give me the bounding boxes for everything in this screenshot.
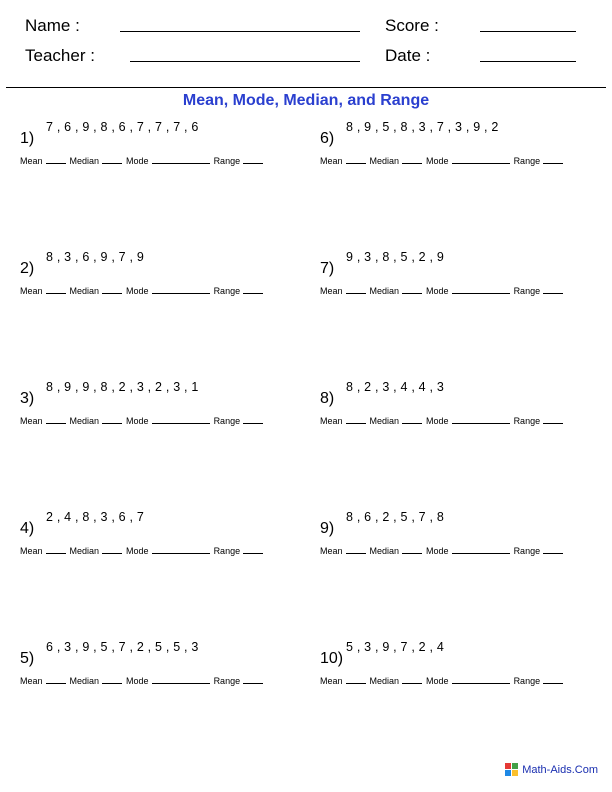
problem-data-set: 8 , 9 , 5 , 8 , 3 , 7 , 3 , 9 , 2 (346, 120, 499, 134)
mean-label: Mean (20, 286, 43, 296)
mean-answer-blank[interactable] (46, 545, 66, 554)
mode-label: Mode (426, 416, 449, 426)
mode-answer-blank[interactable] (452, 675, 510, 684)
range-label: Range (213, 416, 241, 426)
footer-brand (505, 763, 598, 776)
median-answer-blank[interactable] (102, 675, 122, 684)
answer-row (20, 155, 312, 166)
problem-data-set: 2 , 4 , 8 , 3 , 6 , 7 (46, 510, 145, 524)
brand-text: Math-Aids.Com (522, 763, 598, 776)
median-label: Median (69, 156, 100, 166)
answer-row (20, 545, 312, 556)
mode-answer-blank[interactable] (452, 155, 510, 164)
median-label: Median (69, 546, 100, 556)
mode-label: Mode (426, 156, 449, 166)
mode-label: Mode (126, 546, 149, 556)
problem-number: 3) (20, 390, 35, 407)
median-answer-blank[interactable] (402, 285, 422, 294)
problem-data-set: 6 , 3 , 9 , 5 , 7 , 2 , 5 , 5 , 3 (46, 640, 199, 654)
date-label: Date : (385, 46, 431, 65)
range-label: Range (513, 546, 541, 556)
score-field[interactable] (480, 31, 576, 32)
range-answer-blank[interactable] (243, 545, 263, 554)
range-answer-blank[interactable] (243, 285, 263, 294)
problem-item (320, 380, 612, 440)
mean-answer-blank[interactable] (346, 675, 366, 684)
score-label: Score : (385, 16, 439, 35)
mean-label: Mean (320, 286, 343, 296)
mode-label: Mode (126, 416, 149, 426)
range-label: Range (213, 156, 241, 166)
mode-label: Mode (126, 156, 149, 166)
math-aids-logo-icon (505, 763, 518, 776)
median-answer-blank[interactable] (102, 545, 122, 554)
problem-item (20, 120, 312, 180)
mean-answer-blank[interactable] (46, 285, 66, 294)
range-label: Range (513, 286, 541, 296)
problem-item (20, 640, 312, 700)
range-answer-blank[interactable] (243, 415, 263, 424)
mode-answer-blank[interactable] (152, 675, 210, 684)
name-label: Name : (25, 16, 80, 35)
mean-label: Mean (320, 156, 343, 166)
range-label: Range (513, 676, 541, 686)
header-divider (6, 87, 606, 88)
problem-item (20, 380, 312, 440)
range-answer-blank[interactable] (543, 545, 563, 554)
problem-data-set: 8 , 9 , 9 , 8 , 2 , 3 , 2 , 3 , 1 (46, 380, 199, 394)
mean-label: Mean (320, 676, 343, 686)
teacher-label: Teacher : (25, 46, 95, 65)
range-label: Range (213, 286, 241, 296)
answer-row (320, 675, 612, 686)
problem-number: 5) (20, 650, 35, 667)
problem-item (320, 120, 612, 180)
range-label: Range (213, 676, 241, 686)
mode-label: Mode (426, 546, 449, 556)
mode-label: Mode (426, 286, 449, 296)
mean-label: Mean (320, 416, 343, 426)
median-answer-blank[interactable] (402, 415, 422, 424)
problem-number: 10) (320, 650, 344, 667)
median-label: Median (69, 676, 100, 686)
median-label: Median (69, 416, 100, 426)
mode-label: Mode (126, 286, 149, 296)
problem-number: 6) (320, 130, 335, 147)
mode-label: Mode (426, 676, 449, 686)
name-field[interactable] (120, 31, 360, 32)
problem-number: 7) (320, 260, 335, 277)
problem-data-set: 8 , 6 , 2 , 5 , 7 , 8 (346, 510, 445, 524)
problem-item (320, 250, 612, 310)
range-answer-blank[interactable] (543, 285, 563, 294)
median-label: Median (369, 416, 400, 426)
mode-answer-blank[interactable] (452, 285, 510, 294)
problem-number: 1) (20, 130, 35, 147)
mean-answer-blank[interactable] (46, 675, 66, 684)
median-label: Median (369, 156, 400, 166)
worksheet-title: Mean, Mode, Median, and Range (182, 92, 430, 109)
problem-number: 9) (320, 520, 335, 537)
problem-data-set: 8 , 3 , 6 , 9 , 7 , 9 (46, 250, 145, 264)
median-label: Median (369, 546, 400, 556)
mean-label: Mean (20, 156, 43, 166)
mode-answer-blank[interactable] (152, 285, 210, 294)
problem-number: 8) (320, 390, 335, 407)
median-answer-blank[interactable] (102, 285, 122, 294)
mode-answer-blank[interactable] (452, 415, 510, 424)
problem-item (320, 510, 612, 570)
mean-label: Mean (20, 416, 43, 426)
date-field[interactable] (480, 61, 576, 62)
answer-row (320, 285, 612, 296)
teacher-field[interactable] (130, 61, 360, 62)
problem-data-set: 5 , 3 , 9 , 7 , 2 , 4 (346, 640, 445, 654)
range-answer-blank[interactable] (543, 155, 563, 164)
problem-data-set: 7 , 6 , 9 , 8 , 6 , 7 , 7 , 7 , 6 (46, 120, 199, 134)
problem-item (320, 640, 612, 700)
mean-label: Mean (20, 676, 43, 686)
range-answer-blank[interactable] (543, 415, 563, 424)
mean-label: Mean (320, 546, 343, 556)
mean-answer-blank[interactable] (346, 545, 366, 554)
answer-row (20, 415, 312, 426)
mean-answer-blank[interactable] (346, 285, 366, 294)
answer-row (20, 675, 312, 686)
mode-answer-blank[interactable] (452, 545, 510, 554)
mode-label: Mode (126, 676, 149, 686)
answer-row (320, 545, 612, 556)
median-answer-blank[interactable] (102, 155, 122, 164)
range-answer-blank[interactable] (543, 675, 563, 684)
problem-item (20, 510, 312, 570)
median-label: Median (369, 286, 400, 296)
problem-data-set: 9 , 3 , 8 , 5 , 2 , 9 (346, 250, 445, 264)
median-answer-blank[interactable] (402, 545, 422, 554)
median-answer-blank[interactable] (402, 155, 422, 164)
problem-data-set: 8 , 2 , 3 , 4 , 4 , 3 (346, 380, 445, 394)
mean-answer-blank[interactable] (346, 155, 366, 164)
mean-answer-blank[interactable] (46, 415, 66, 424)
problem-number: 4) (20, 520, 35, 537)
answer-row (320, 155, 612, 166)
problem-number: 2) (20, 260, 35, 277)
median-answer-blank[interactable] (102, 415, 122, 424)
mode-answer-blank[interactable] (152, 415, 210, 424)
problem-item (20, 250, 312, 310)
mean-answer-blank[interactable] (346, 415, 366, 424)
range-answer-blank[interactable] (243, 155, 263, 164)
range-answer-blank[interactable] (243, 675, 263, 684)
median-label: Median (69, 286, 100, 296)
mode-answer-blank[interactable] (152, 155, 210, 164)
range-label: Range (213, 546, 241, 556)
mode-answer-blank[interactable] (152, 545, 210, 554)
median-answer-blank[interactable] (402, 675, 422, 684)
answer-row (320, 415, 612, 426)
median-label: Median (369, 676, 400, 686)
answer-row (20, 285, 312, 296)
mean-answer-blank[interactable] (46, 155, 66, 164)
range-label: Range (513, 416, 541, 426)
mean-label: Mean (20, 546, 43, 556)
range-label: Range (513, 156, 541, 166)
